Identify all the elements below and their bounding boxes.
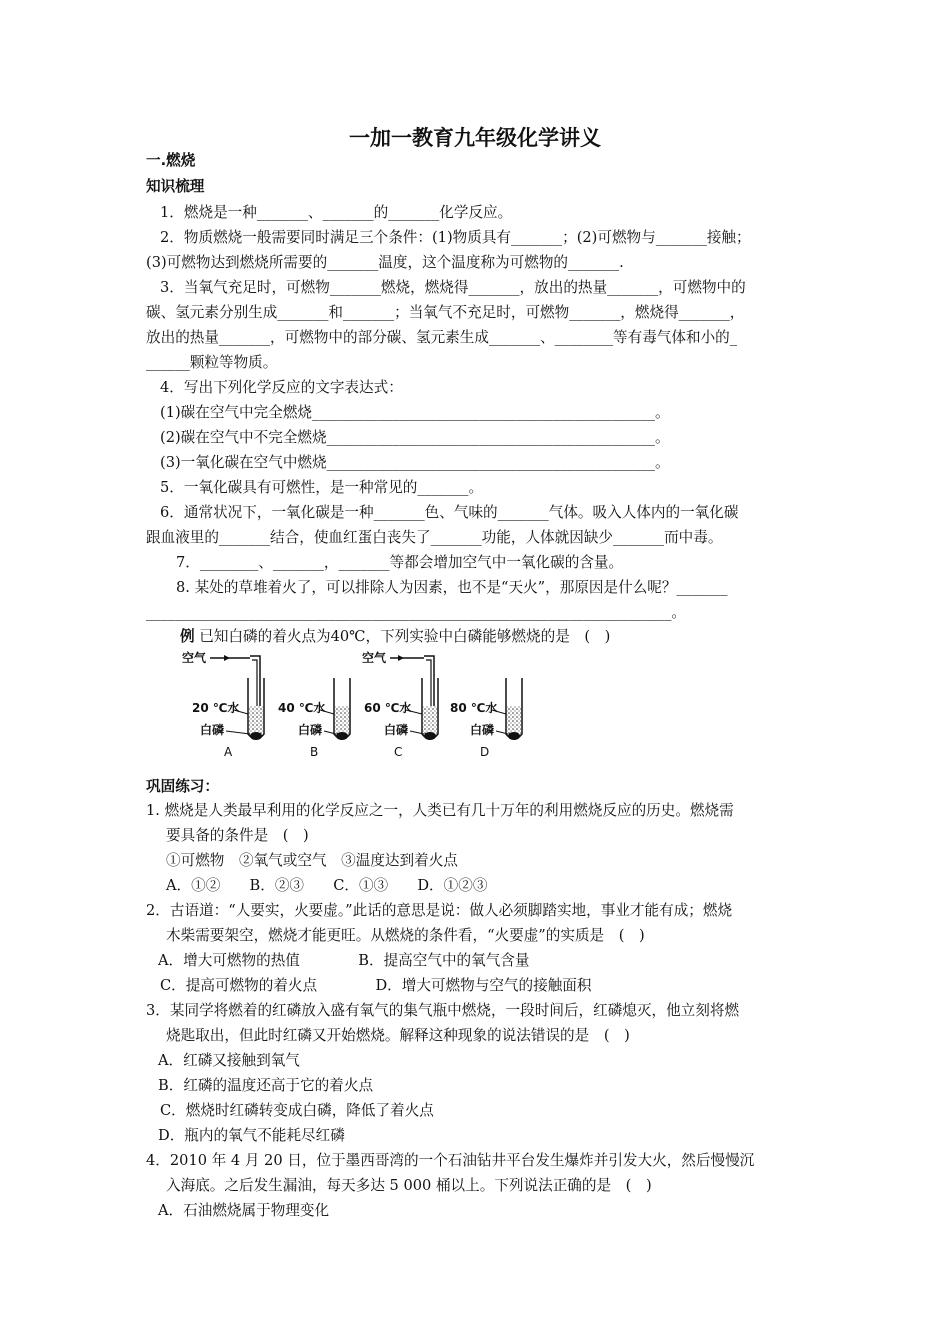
practice-line: 3．某同学将燃着的红磷放入盛有氧气的集气瓶中燃烧，一段时间后，红磷熄灭，他立刻将燃 — [146, 1002, 740, 1019]
practice-line: C．燃烧时红磷转变成白磷，降低了着火点 — [160, 1102, 434, 1119]
knowledge-line: 7．________、_______，_______等都会增加空气中一氧化碳的含量。 — [176, 554, 624, 571]
phosphorus-label-c: 白磷 — [384, 723, 409, 737]
knowledge-line: ______颗粒等物质。 — [146, 354, 278, 371]
practice-line: 入海底。之后发生漏油，每天多达 5 000 桶以上。下列说法正确的是 ( ) — [166, 1177, 652, 1194]
practice-line: 4．2010 年 4 月 20 日，位于墨西哥湾的一个石油钻井平台发生爆炸并引发大火，然后慢慢沉 — [146, 1152, 755, 1169]
practice-line: A．红磷又接触到氧气 — [158, 1052, 300, 1069]
practice-line: B．红磷的温度还高于它的着火点 — [158, 1077, 374, 1094]
tube-b — [278, 678, 350, 759]
tube-c — [362, 650, 438, 759]
tube-d — [450, 678, 522, 759]
option-d-label: D — [480, 745, 490, 759]
tube-a — [182, 650, 264, 759]
water-label-c: 60 ℃水 — [364, 701, 412, 715]
knowledge-line: (2)碳在空气中不完全燃烧_____________________________________________。 — [160, 429, 670, 446]
air-label: 空气 — [182, 651, 207, 665]
practice-line: A．石油燃烧属于物理变化 — [158, 1202, 330, 1219]
knowledge-line: 1．燃烧是一种_______、_______的_______化学反应。 — [160, 204, 513, 221]
phosphorus-label-a: 白磷 — [200, 723, 225, 737]
practice-line: 要具备的条件是 ( ) — [166, 827, 309, 844]
practice-line: A．①② B．②③ C．①③ D．①②③ — [166, 877, 488, 894]
page-title: 一加一教育九年级化学讲义 — [349, 126, 601, 150]
knowledge-line: (1)碳在空气中完全燃烧_______________________________________________。 — [160, 404, 670, 421]
water-label-d: 80 ℃水 — [450, 701, 498, 715]
option-c-label: C — [394, 745, 403, 759]
practice-line: 2．古语道：“人要实，火要虚。”此话的意思是说：做人必须脚踏实地，事业才能有成；燃烧 — [146, 902, 733, 919]
knowledge-line: 5．一氧化碳具有可燃性，是一种常见的_______。 — [160, 479, 484, 496]
option-b-label: B — [310, 745, 319, 759]
example-text: 已知白磷的着火点为40℃，下列实验中白磷能够燃烧的是 ( ) — [199, 628, 611, 645]
knowledge-line: 6．通常状况下，一氧化碳是一种_______色、气味的_______气体。吸入人体内的一氧化碳 — [160, 504, 739, 521]
example-line — [180, 628, 610, 646]
practice-line: 木柴需要架空，燃烧才能更旺。从燃烧的条件看，“火要虚”的实质是 ( ) — [166, 927, 645, 944]
water-label-a: 20 ℃水 — [192, 701, 240, 715]
knowledge-line: 放出的热量_______，可燃物中的部分碳、氢元素生成_______、________等有毒气体和小的_ — [146, 329, 738, 346]
knowledge-line: ________________________________________________________________________。 — [146, 604, 686, 621]
knowledge-line: 碳、氢元素分别生成_______和_______；当氧气不充足时，可燃物_______，燃烧得_______， — [146, 304, 745, 321]
practice-line: D．瓶内的氧气不能耗尽红磷 — [158, 1127, 345, 1144]
knowledge-line: 8. 某处的草堆着火了，可以排除人为因素，也不是“天火”，那原因是什么呢？_______ — [176, 579, 728, 596]
knowledge-line: (3)可燃物达到燃烧所需要的_______温度，这个温度称为可燃物的_______. — [146, 254, 624, 271]
knowledge-line: 3．当氧气充足时，可燃物_______燃烧，燃烧得_______，放出的热量_______，可燃物中的 — [160, 279, 746, 296]
example-label: 例 — [180, 628, 195, 645]
option-a-label: A — [224, 745, 233, 759]
knowledge-line: (3)一氧化碳在空气中燃烧_____________________________________________。 — [160, 454, 670, 471]
subsection-heading: 知识梳理 — [146, 178, 205, 195]
practice-line: C．提高可燃物的着火点 D．增大可燃物与空气的接触面积 — [160, 977, 592, 994]
air-label: 空气 — [362, 651, 387, 665]
practice-line: A．增大可燃物的热值 B．提高空气中的氧气含量 — [158, 952, 530, 969]
practice-line: 1. 燃烧是人类最早利用的化学反应之一，人类已有几十万年的利用燃烧反应的历史。燃烧需 — [146, 802, 734, 819]
practice-line: ①可燃物 ②氧气或空气 ③温度达到着火点 — [166, 852, 458, 869]
practice-heading: 巩固练习： — [146, 778, 219, 795]
knowledge-line: 2．物质燃烧一般需要同时满足三个条件：(1)物质具有_______；(2)可燃物与_______接触； — [160, 229, 751, 246]
phosphorus-label-d: 白磷 — [470, 723, 495, 737]
knowledge-line: 跟血液里的_______结合，使血红蛋白丧失了_______功能，人体就因缺少_______而中毒。 — [146, 529, 723, 546]
practice-line: 烧匙取出，但此时红磷又开始燃烧。解释这种现象的说法错误的是 ( ) — [166, 1027, 630, 1044]
section-heading: 一.燃烧 — [146, 152, 196, 169]
test-tube-figure — [180, 648, 540, 763]
knowledge-line: 4．写出下列化学反应的文字表达式： — [160, 379, 403, 396]
phosphorus-label-b: 白磷 — [298, 723, 323, 737]
water-label-b: 40 ℃水 — [278, 701, 326, 715]
